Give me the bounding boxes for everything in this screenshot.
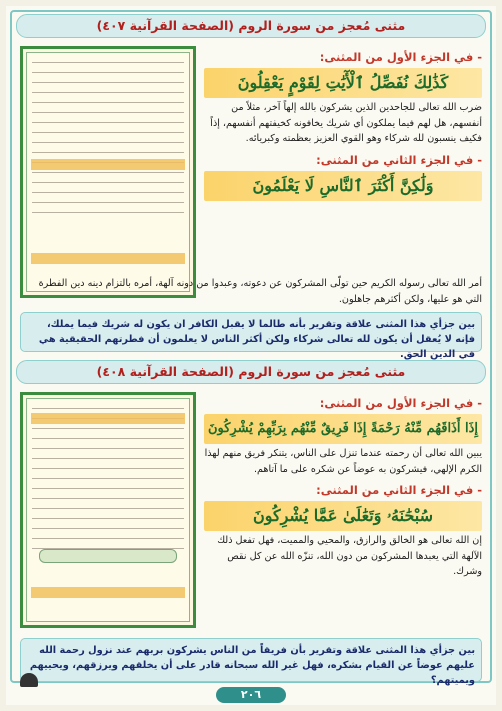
part2-label: - في الجزء الثاني من المثنى: — [316, 152, 482, 167]
mushaf-highlight — [31, 587, 185, 598]
part2-ayah: سُبْحَٰنَهُۥ وَتَعَٰلَىٰ عَمَّا يُشْرِكُونَ — [204, 501, 482, 531]
section-content — [204, 394, 482, 580]
part1-ayah: إِذَا أَذَاقَهُم مِّنْهُ رَحْمَةً إِذَا فَرِيقٌ مِّنْهُم بِرَبِّهِمْ يُشْرِكُونَ — [204, 414, 482, 444]
mushaf-page-image — [20, 392, 196, 628]
part2-ayah: وَلَٰكِنَّ أَكْثَرَ ٱلنَّاسِ لَا يَعْلَمُونَ — [204, 171, 482, 201]
part1-label: - في الجزء الأول من المثنى: — [319, 50, 482, 64]
logo-icon — [20, 673, 38, 687]
part1-ayah: كَذَٰلِكَ نُفَصِّلُ ٱلْأٓيَٰتِ لِقَوْمٍ يَعْقِلُونَ — [204, 68, 482, 98]
section-title: مثنى مُعجز من سورة الروم (الصفحة القرآنية ٤٠٨) — [16, 360, 486, 384]
part1-explanation: يبين الله تعالى أن رحمته عندما تنزل على الناس، يتنكر فريق منهم لهذا الكرم الإلهي، فيشركون به عوضاً عن شكره على ما آتاهم. — [204, 448, 482, 475]
part2-label: - في الجزء الثاني من المثنى: — [316, 483, 482, 497]
page-number: ٢٠٦ — [216, 687, 286, 703]
mushaf-highlight — [31, 159, 185, 170]
section-title: مثنى مُعجز من سورة الروم (الصفحة القرآنية ٤٠٧) — [16, 14, 486, 38]
watermark-logo — [12, 673, 46, 703]
mushaf-text-lines — [26, 398, 190, 622]
part2-explanation: إن الله تعالى هو الخالق والرازق، والمحيي والمميت، فهل تفعل ذلك الآلهة التي يعبدها المشركون من دون الله، تنزّه الله عن كل نقص وشرك. — [217, 535, 482, 577]
section-content — [204, 48, 482, 203]
part2-explanation: أمر الله تعالى رسوله الكريم حين تولّى المشركون عن دعوته، وعبدوا من دونه آلهة، أمره بالتزام دينه دين الفطرة التي هو عليها، ولكن أكثرهم جاهلون. — [38, 278, 482, 305]
mushaf-page-image — [20, 46, 196, 298]
part1-explanation: ضرب الله تعالى للجاحدين الذين يشركون بالله إلهاً آخر، مثلاً من أنفسهم، هل لهم فيما يملكون أي شريك يخافونه كخيفتهم أنفسهم، إذاً فكيف ينسبون لله شركاء وهو القوي العزيز بعظمته وكبريائه. — [210, 102, 482, 144]
summary-box: بين جزأي هذا المثنى علاقة وتقرير بأن فريقاً من الناس يشركون بربهم عند نزول رحمة الله عليهم عوضاً عن القيام بشكره، فهل غير الله سبحانه قادر على أن يخلقهم ويرزقهم، ويحييهم ويميتهم؟ — [20, 638, 482, 682]
mushaf-surah-title — [39, 549, 177, 563]
section-407 — [16, 14, 486, 360]
summary-box: بين جزأي هذا المثنى علاقة وتقرير بأنه طالما لا يقبل الكافر ان يكون له شريك فيما يملك، فإنه لا يُعقل أن يكون لله تعالى شركاء ولكن أكثر الناس لا يعلمون أن فطرتهم الحقيقية هي في الدين الحق. — [20, 312, 482, 352]
mushaf-highlight — [31, 253, 185, 264]
page-footer — [6, 683, 496, 703]
part2-explanation-wrap — [20, 276, 482, 307]
section-408 — [16, 360, 486, 686]
mushaf-highlight — [31, 413, 185, 424]
mushaf-text-lines — [26, 52, 190, 292]
part1-label: - في الجزء الأول من المثنى: — [319, 396, 482, 410]
